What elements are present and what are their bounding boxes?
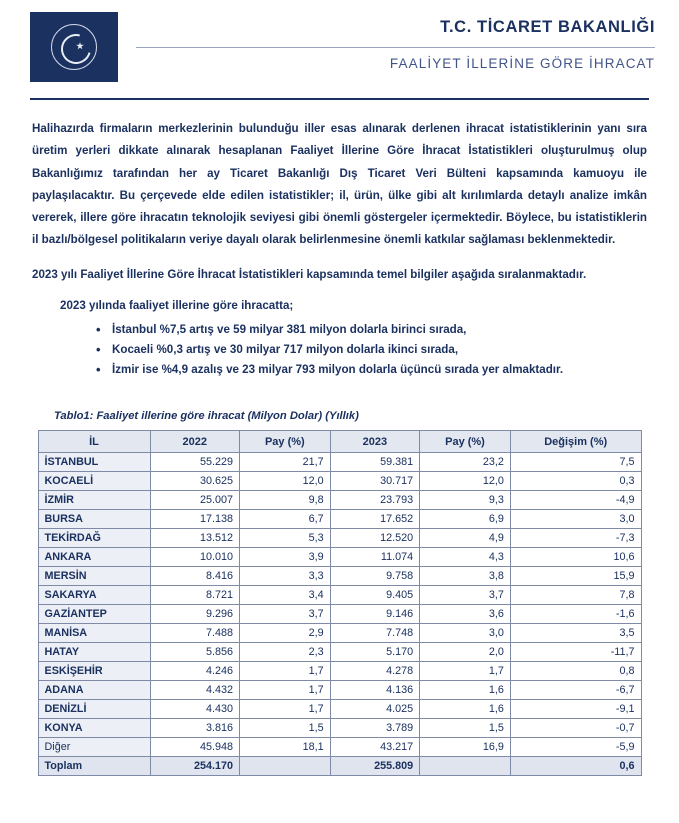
cell-2023: 4.278 bbox=[330, 662, 419, 681]
cell-2023: 59.381 bbox=[330, 453, 419, 472]
cell-2023: 9.146 bbox=[330, 605, 419, 624]
table-row bbox=[38, 605, 641, 624]
cell-share-2023: 1,7 bbox=[420, 662, 511, 681]
cell-share-2023: 6,9 bbox=[420, 510, 511, 529]
table-row bbox=[38, 472, 641, 491]
cell-change: -4,9 bbox=[510, 491, 641, 510]
cell-share-2022: 3,4 bbox=[239, 586, 330, 605]
cell-2022: 9.296 bbox=[150, 605, 239, 624]
cell-city: İSTANBUL bbox=[38, 453, 150, 472]
cell-change: -11,7 bbox=[510, 643, 641, 662]
cell-share-2023: 1,6 bbox=[420, 700, 511, 719]
table-row bbox=[38, 624, 641, 643]
column-header-2022: 2022 bbox=[150, 431, 239, 453]
cell-2022: 7.488 bbox=[150, 624, 239, 643]
cell-city: HATAY bbox=[38, 643, 150, 662]
cell-change: -5,9 bbox=[510, 738, 641, 757]
cell-share-2022: 2,9 bbox=[239, 624, 330, 643]
cell-city: ESKİŞEHİR bbox=[38, 662, 150, 681]
ministry-title: T.C. TİCARET BAKANLIĞI bbox=[440, 18, 655, 36]
cell-change: 0,8 bbox=[510, 662, 641, 681]
table-row bbox=[38, 548, 641, 567]
cell-2022: 55.229 bbox=[150, 453, 239, 472]
cell-2022: 4.430 bbox=[150, 700, 239, 719]
cell-city: ADANA bbox=[38, 681, 150, 700]
column-header-2023: 2023 bbox=[330, 431, 419, 453]
column-header-change: Değişim (%) bbox=[510, 431, 641, 453]
cell-change: 7,8 bbox=[510, 586, 641, 605]
cell-2022: 3.816 bbox=[150, 719, 239, 738]
cell-2022: 30.625 bbox=[150, 472, 239, 491]
cell-total-share-2023 bbox=[420, 757, 511, 776]
cell-2023: 17.652 bbox=[330, 510, 419, 529]
intro-paragraph: Halihazırda firmaların merkezlerinin bulunduğu iller esas alınarak derlenen ihracat istatistiklerinin yanı sıra üretim yerleri dikkate alınarak hesaplanan Faaliyet İllerine Göre İhracat İstatistikleri oluşturulmuş olup Bakanlığımız tarafından her ay Ticaret Bakanlığı Dış Ticaret Veri Bülteni kapsamında kamuoyu ile paylaşılacaktır. Bu çerçevede elde edilen istatistikler; il, ürün, ülke gibi alt kırılımlarda detaylı analize imkân vererek, illere göre ihracatın teknolojik seviyesi gibi önemli göstergeler içermektedir. Böylece, bu istatistiklerin il bazlı/bölgesel politikaların veriye dayalı olarak belirlenmesine önemli katkılar sağlaması beklenmektedir. bbox=[32, 122, 647, 247]
cell-2023: 43.217 bbox=[330, 738, 419, 757]
cell-change: 3,5 bbox=[510, 624, 641, 643]
cell-share-2022: 12,0 bbox=[239, 472, 330, 491]
cell-city: KONYA bbox=[38, 719, 150, 738]
cell-share-2022: 3,9 bbox=[239, 548, 330, 567]
cell-change: 7,5 bbox=[510, 453, 641, 472]
cell-2023: 9.758 bbox=[330, 567, 419, 586]
cell-share-2023: 12,0 bbox=[420, 472, 511, 491]
table-row bbox=[38, 453, 641, 472]
cell-share-2023: 3,0 bbox=[420, 624, 511, 643]
cell-total-label: Toplam bbox=[38, 757, 150, 776]
cell-share-2022: 18,1 bbox=[239, 738, 330, 757]
cell-2023: 4.136 bbox=[330, 681, 419, 700]
cell-city: DENİZLİ bbox=[38, 700, 150, 719]
table-row bbox=[38, 738, 641, 757]
table-caption: Tablo1: Faaliyet illerine göre ihracat (Milyon Dolar) (Yıllık) bbox=[54, 410, 359, 423]
cell-total-change: 0,6 bbox=[510, 757, 641, 776]
cell-2023: 23.793 bbox=[330, 491, 419, 510]
header-divider bbox=[136, 47, 655, 48]
cell-2022: 25.007 bbox=[150, 491, 239, 510]
cell-2022: 8.721 bbox=[150, 586, 239, 605]
cell-change: 3,0 bbox=[510, 510, 641, 529]
cell-2022: 4.432 bbox=[150, 681, 239, 700]
cell-2022: 4.246 bbox=[150, 662, 239, 681]
table-row bbox=[38, 700, 641, 719]
table-row bbox=[38, 643, 641, 662]
table-row bbox=[38, 586, 641, 605]
cell-city: SAKARYA bbox=[38, 586, 150, 605]
cell-2022: 8.416 bbox=[150, 567, 239, 586]
list-item: • İstanbul %7,5 artış ve 59 milyar 381 milyon dolarla birinci sırada, bbox=[96, 320, 647, 340]
cell-city: Diğer bbox=[38, 738, 150, 757]
cell-share-2023: 4,9 bbox=[420, 529, 511, 548]
cell-city: TEKİRDAĞ bbox=[38, 529, 150, 548]
cell-share-2023: 3,8 bbox=[420, 567, 511, 586]
report-title: FAALİYET İLLERİNE GÖRE İHRACAT bbox=[389, 56, 655, 71]
cell-2023: 4.025 bbox=[330, 700, 419, 719]
cell-city: KOCAELİ bbox=[38, 472, 150, 491]
cell-share-2023: 16,9 bbox=[420, 738, 511, 757]
cell-share-2022: 6,7 bbox=[239, 510, 330, 529]
column-header-share-2023: Pay (%) bbox=[420, 431, 511, 453]
cell-2022: 45.948 bbox=[150, 738, 239, 757]
table-row bbox=[38, 719, 641, 738]
cell-2023: 30.717 bbox=[330, 472, 419, 491]
cell-share-2022: 21,7 bbox=[239, 453, 330, 472]
cell-change: -1,6 bbox=[510, 605, 641, 624]
cell-share-2022: 1,5 bbox=[239, 719, 330, 738]
cell-2022: 10.010 bbox=[150, 548, 239, 567]
table-row bbox=[38, 662, 641, 681]
cell-share-2023: 2,0 bbox=[420, 643, 511, 662]
cell-2022: 5.856 bbox=[150, 643, 239, 662]
cell-change: 0,3 bbox=[510, 472, 641, 491]
cell-city: MANİSA bbox=[38, 624, 150, 643]
cell-change: -6,7 bbox=[510, 681, 641, 700]
table-body bbox=[38, 453, 641, 776]
cell-2023: 3.789 bbox=[330, 719, 419, 738]
highlights-list bbox=[78, 320, 647, 381]
cell-2023: 11.074 bbox=[330, 548, 419, 567]
table-header-row bbox=[38, 431, 641, 453]
cell-2023: 9.405 bbox=[330, 586, 419, 605]
table-row bbox=[38, 529, 641, 548]
table-row bbox=[38, 681, 641, 700]
header-titles bbox=[118, 12, 655, 92]
cell-2023: 12.520 bbox=[330, 529, 419, 548]
cell-change: -7,3 bbox=[510, 529, 641, 548]
table-row bbox=[38, 567, 641, 586]
cell-city: MERSİN bbox=[38, 567, 150, 586]
cell-2023: 7.748 bbox=[330, 624, 419, 643]
cell-share-2022: 9,8 bbox=[239, 491, 330, 510]
cell-share-2022: 5,3 bbox=[239, 529, 330, 548]
cell-share-2022: 1,7 bbox=[239, 662, 330, 681]
cell-share-2022: 1,7 bbox=[239, 681, 330, 700]
cell-share-2023: 3,6 bbox=[420, 605, 511, 624]
list-lead-text: 2023 yılında faaliyet illerine göre ihracatta; bbox=[60, 298, 294, 312]
cell-2022: 17.138 bbox=[150, 510, 239, 529]
cell-total-2023: 255.809 bbox=[330, 757, 419, 776]
list-item: • İzmir ise %4,9 azalış ve 23 milyar 793 milyon dolarla üçüncü sırada yer almaktadır. bbox=[96, 360, 647, 380]
cell-city: İZMİR bbox=[38, 491, 150, 510]
column-header-city: İL bbox=[38, 431, 150, 453]
cell-share-2022: 3,3 bbox=[239, 567, 330, 586]
cell-total-2022: 254.170 bbox=[150, 757, 239, 776]
cell-share-2022: 3,7 bbox=[239, 605, 330, 624]
cell-share-2023: 23,2 bbox=[420, 453, 511, 472]
cell-change: -0,7 bbox=[510, 719, 641, 738]
ministry-logo bbox=[30, 12, 118, 82]
cell-2022: 13.512 bbox=[150, 529, 239, 548]
cell-city: BURSA bbox=[38, 510, 150, 529]
crescent-star-icon bbox=[51, 24, 97, 70]
cell-change: 10,6 bbox=[510, 548, 641, 567]
cell-share-2022: 2,3 bbox=[239, 643, 330, 662]
document-header bbox=[0, 0, 679, 92]
list-item: • Kocaeli %0,3 artış ve 30 milyar 717 milyon dolarla ikinci sırada, bbox=[96, 340, 647, 360]
cell-total-share-2022 bbox=[239, 757, 330, 776]
cell-share-2023: 1,5 bbox=[420, 719, 511, 738]
table-row bbox=[38, 510, 641, 529]
cell-share-2023: 3,7 bbox=[420, 586, 511, 605]
cell-share-2023: 1,6 bbox=[420, 681, 511, 700]
document-body bbox=[0, 100, 679, 422]
cell-share-2023: 4,3 bbox=[420, 548, 511, 567]
export-table bbox=[38, 430, 642, 776]
cell-change: 15,9 bbox=[510, 567, 641, 586]
cell-share-2022: 1,7 bbox=[239, 700, 330, 719]
cell-city: GAZİANTEP bbox=[38, 605, 150, 624]
column-header-share-2022: Pay (%) bbox=[239, 431, 330, 453]
table-row bbox=[38, 491, 641, 510]
cell-city: ANKARA bbox=[38, 548, 150, 567]
table-total-row bbox=[38, 757, 641, 776]
cell-2023: 5.170 bbox=[330, 643, 419, 662]
cell-share-2023: 9,3 bbox=[420, 491, 511, 510]
summary-paragraph: 2023 yılı Faaliyet İllerine Göre İhracat İstatistikleri kapsamında temel bilgiler aşağıda sıralanmaktadır. bbox=[32, 267, 587, 281]
cell-change: -9,1 bbox=[510, 700, 641, 719]
